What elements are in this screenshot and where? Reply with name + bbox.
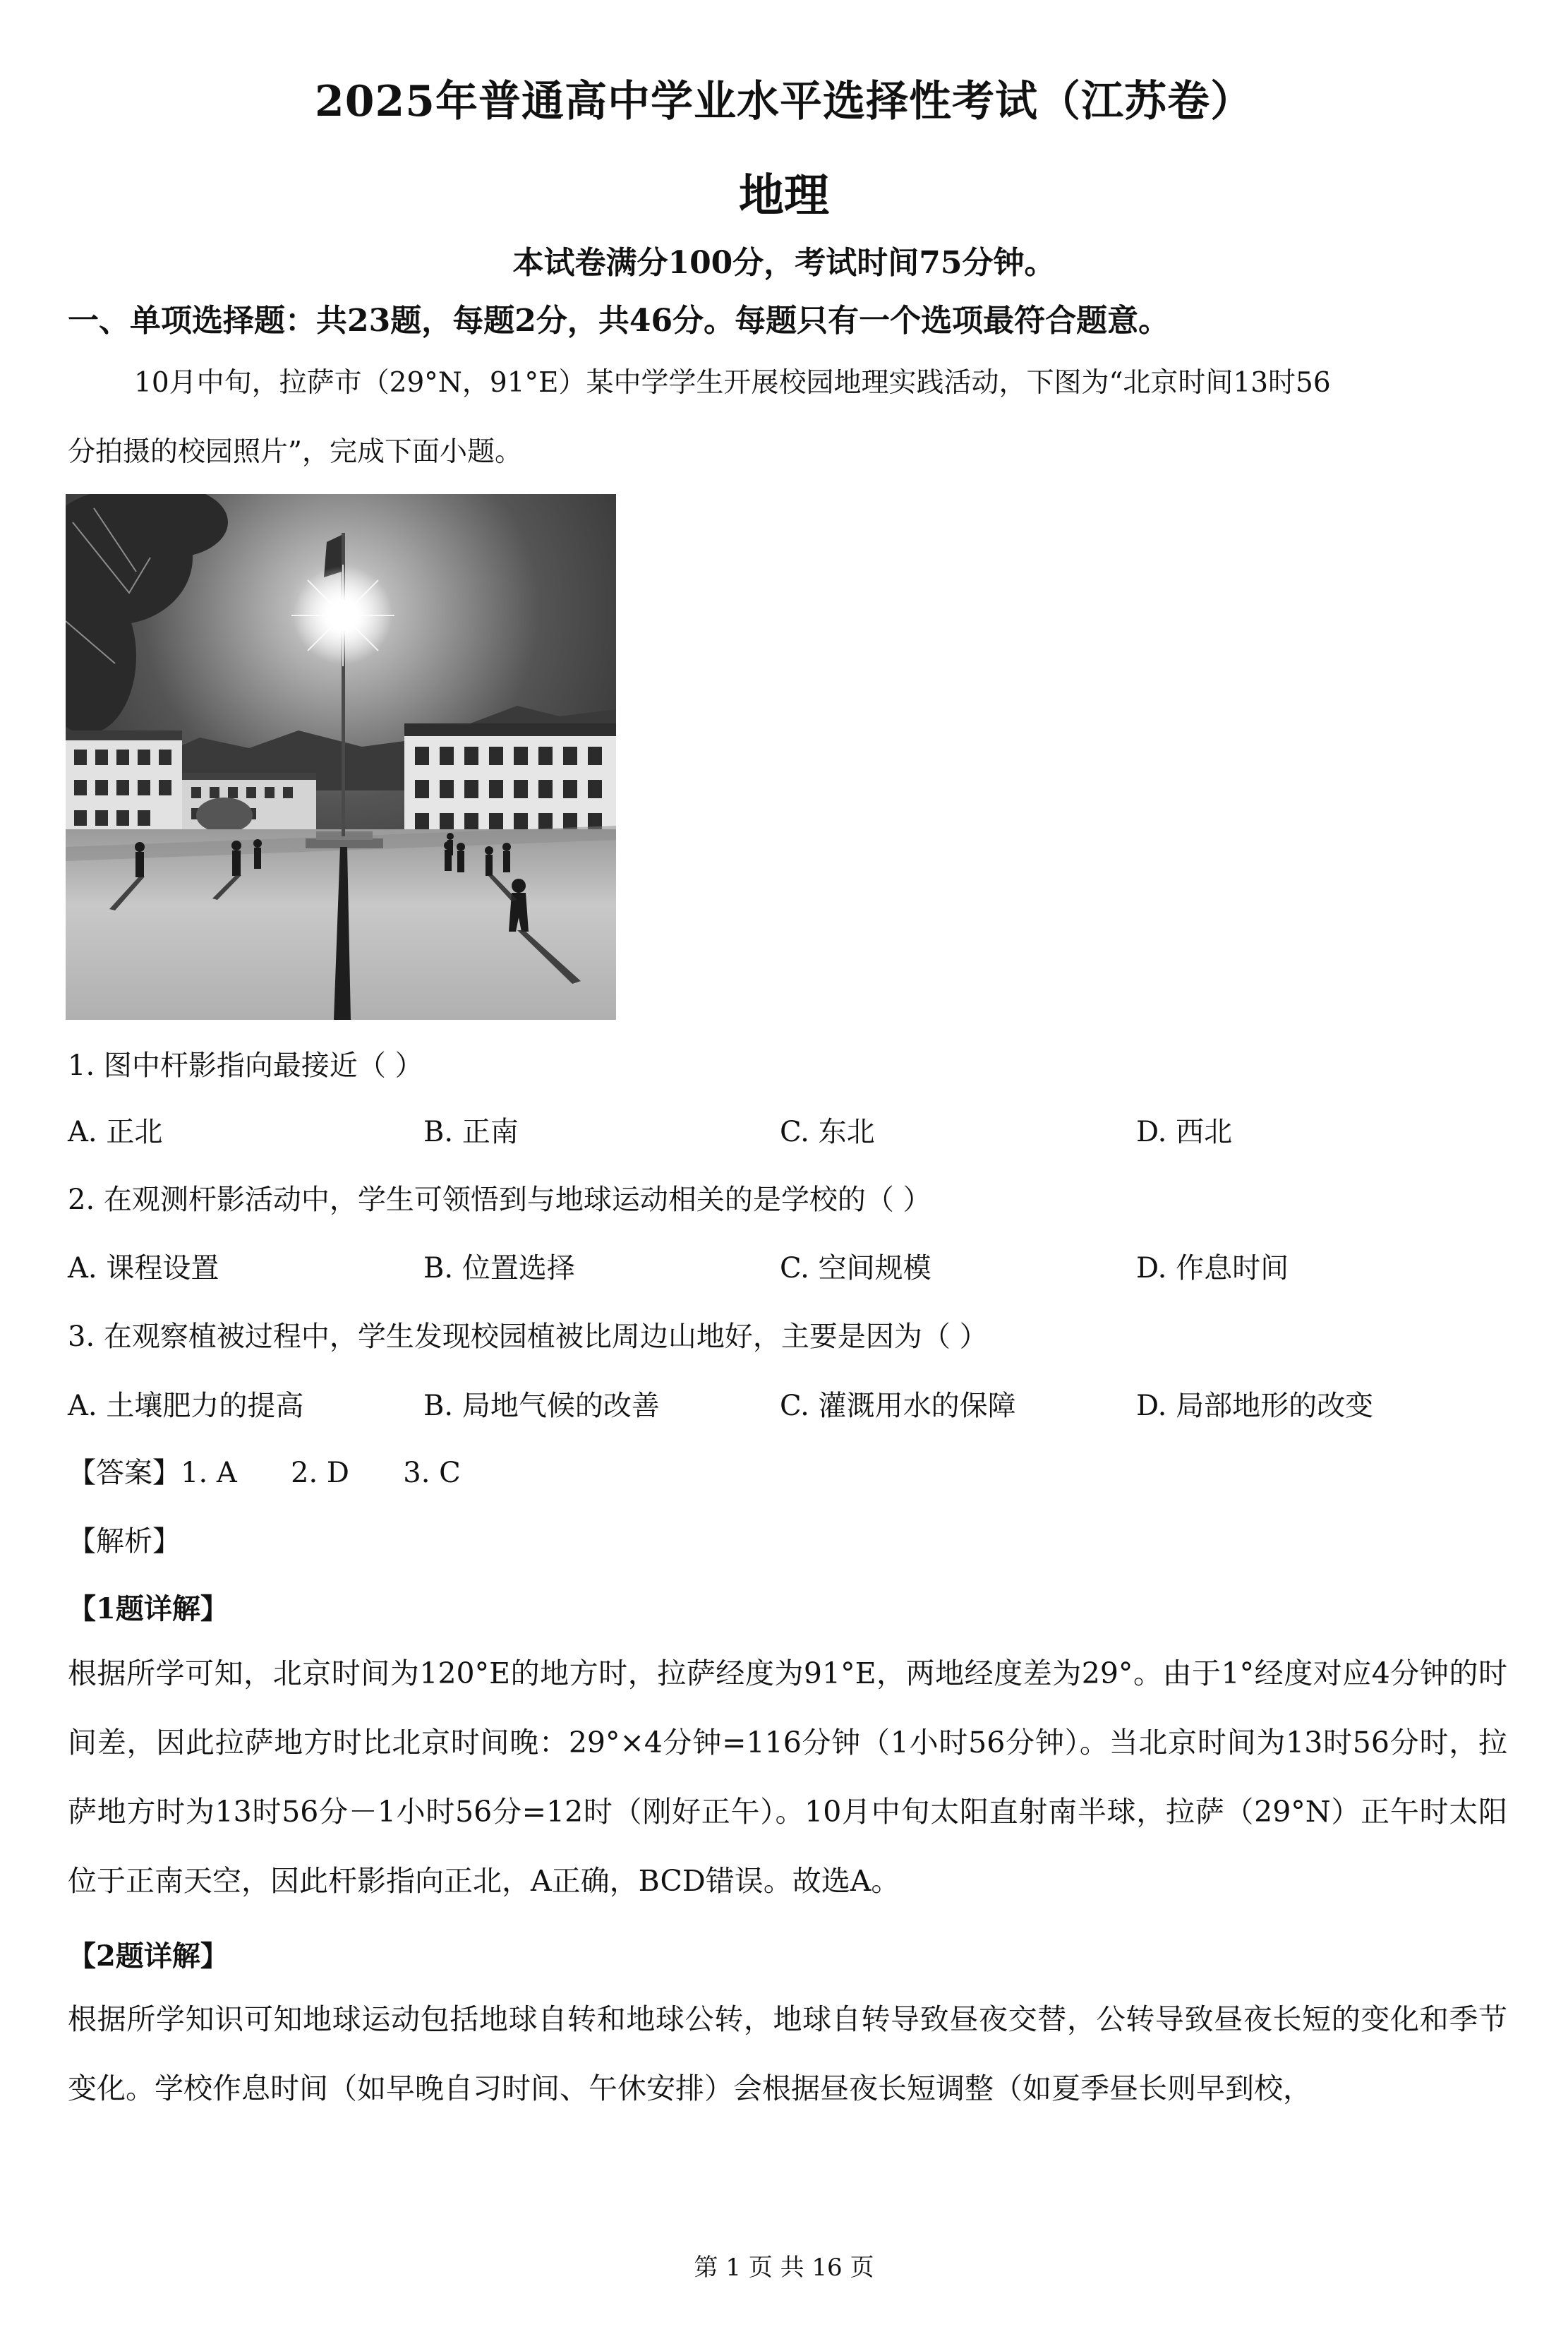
q1-detail-heading: 【1题详解】 bbox=[68, 1592, 229, 1625]
right-building bbox=[404, 723, 616, 843]
q2-option-c: C. 空间规模 bbox=[780, 1252, 931, 1285]
subject-title: 地理 bbox=[739, 169, 829, 222]
exam-title: 2025年普通高中学业水平选择性考试（江苏卷） bbox=[315, 77, 1253, 126]
answer-line: 【答案】1. A 2. D 3. C bbox=[68, 1457, 461, 1489]
q2-option-a: A. 课程设置 bbox=[68, 1252, 219, 1285]
q3-option-c: C. 灌溉用水的保障 bbox=[780, 1390, 1016, 1422]
q2-detail-body: 根据所学知识可知地球运动包括地球自转和地球公转，地球自转导致昼夜交替，公转导致昼夜长短的变化和季节变化。学校作息时间（如早晚自习时间、午休安排）会根据昼夜长短调整（如夏季昼长则早到校， bbox=[68, 2002, 1507, 2105]
q3-option-b: B. 局地气候的改善 bbox=[423, 1390, 660, 1422]
q2-option-d: D. 作息时间 bbox=[1136, 1252, 1289, 1285]
exam-info: 本试卷满分100分，考试时间75分钟。 bbox=[512, 245, 1056, 281]
q1-option-d: D. 西北 bbox=[1136, 1116, 1233, 1148]
question-2-stem: 2. 在观测杆影活动中，学生可领悟到与地球运动相关的是学校的（ ） bbox=[68, 1184, 931, 1216]
left-building bbox=[66, 730, 182, 836]
q2-detail-heading: 【2题详解】 bbox=[68, 1939, 229, 1973]
campus-photo bbox=[66, 494, 616, 1020]
middle-building bbox=[182, 773, 316, 833]
analysis-label: 【解析】 bbox=[68, 1525, 181, 1558]
intro-line-1: 10月中旬，拉萨市（29°N，91°E）某中学学生开展校园地理实践活动，下图为“北京时间13时56 bbox=[134, 367, 1331, 399]
page-footer: 第 1 页 共 16 页 bbox=[694, 2254, 874, 2282]
section-heading: 一、单项选择题：共23题，每题2分，共46分。每题只有一个选项最符合题意。 bbox=[68, 303, 1170, 339]
question-1-stem: 1. 图中杆影指向最接近（ ） bbox=[68, 1049, 423, 1082]
intro-line-2: 分拍摄的校园照片”，完成下面小题。 bbox=[68, 436, 522, 468]
question-3-stem: 3. 在观察植被过程中，学生发现校园植被比周边山地好，主要是因为（ ） bbox=[68, 1321, 988, 1353]
q1-option-c: C. 东北 bbox=[780, 1116, 875, 1148]
q1-option-a: A. 正北 bbox=[68, 1116, 163, 1148]
q3-option-d: D. 局部地形的改变 bbox=[1136, 1390, 1374, 1422]
q2-option-b: B. 位置选择 bbox=[423, 1252, 575, 1285]
q1-detail-body: 根据所学可知，北京时间为120°E的地方时，拉萨经度为91°E，两地经度差为29°。由于1°经度对应4分钟的时间差，因此拉萨地方时比北京时间晚：29°×4分钟=116分钟（1小时56分钟）。当北京时间为13时56分时，拉萨地方时为13时56分－1小时56分=12时（刚好正午）。10月中旬太阳直射南半球，拉萨（29°N）正午时太阳位于正南天空，因此杆影指向正北，A正确，BCD错误。故选A。 bbox=[68, 1656, 1507, 1898]
q1-option-b: B. 正南 bbox=[423, 1116, 519, 1148]
q3-option-a: A. 土壤肥力的提高 bbox=[68, 1390, 304, 1422]
